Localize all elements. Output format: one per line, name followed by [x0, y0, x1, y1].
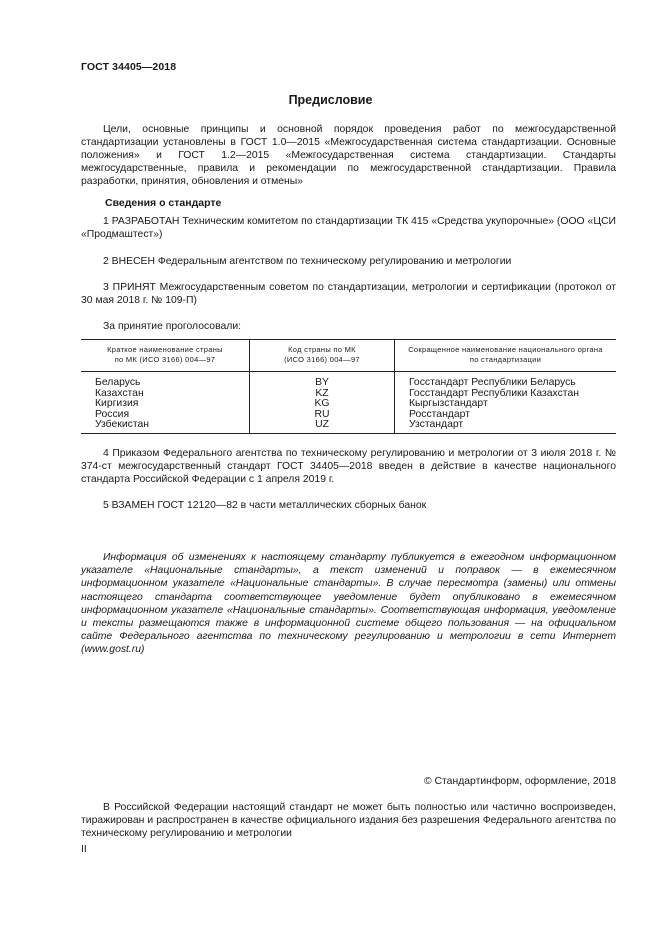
code-cell: RU [250, 410, 395, 421]
voting-countries-table [81, 339, 616, 434]
header-country-name: Краткое наименование страны по МК (ИСО 3166) 004—97 [81, 340, 250, 372]
code-cell: UZ [250, 420, 395, 433]
changes-info-paragraph [81, 551, 616, 657]
table-row [81, 372, 616, 389]
country-cell: Казахстан [81, 389, 250, 400]
item-2-text: 2 ВНЕСЕН Федеральным агентством по техническому регулированию и метрологии [103, 256, 512, 267]
item-3-text: 3 ПРИНЯТ Межгосударственным советом по стандартизации, метрологии и сертификации (протокол от 30 мая 2018 г. № 109-П) [81, 282, 616, 306]
national-body-cell: Кыргызстандарт [409, 398, 488, 410]
item-3-paragraph [81, 281, 616, 307]
item-4-paragraph [81, 447, 616, 486]
code-cell: BY [250, 372, 395, 389]
page-number: II [81, 844, 87, 855]
table-row [81, 420, 616, 433]
item-1-text: 1 РАЗРАБОТАН Техническим комитетом по стандартизации ТК 415 «Средства укупорочные» (ООО «ЦСИ «Продмаштест») [81, 216, 616, 240]
changes-info-text: Информация об изменениях к настоящему стандарту публикуется в ежегодном информационном указателе «Национальные стандарты», а текст изменений и поправок — в ежемесячном информационном указателе «Национальные стандарты». В случае пересмотра (замены) или отмены настоящего стандарта соответствующее уведомление будет опубликовано в ежемесячном информационном указателе «Национальные стандарты». Соответствующая информация, уведомление и тексты размещаются также в информационной системе общего пользования — на официальном сайте Федерального агентства по техническому регулированию и метрологии в сети Интернет (www.gost.ru) [81, 552, 616, 656]
voted-label-paragraph [81, 320, 616, 333]
preface-title: Предисловие [288, 93, 373, 107]
header-country-code: Код страны по МК (ИСО 3166) 004—97 [250, 340, 395, 372]
country-cell: Беларусь [81, 372, 250, 389]
national-body-cell: Узстандарт [409, 419, 464, 431]
table-header-row [81, 340, 616, 372]
table-row [81, 399, 616, 410]
item-5-text: 5 ВЗАМЕН ГОСТ 12120—82 в части металлических сборных банок [103, 500, 427, 511]
national-body-cell: Госстандарт Республики Беларусь [409, 377, 576, 388]
item-2-paragraph [81, 255, 616, 268]
rights-text: В Российской Федерации настоящий стандарт не может быть полностью или частично воспроизведен, тиражирован и распространен в качестве официального издания без разрешения Федерального агентства по техническому регулированию и метрологии [81, 802, 616, 839]
item-5-paragraph [81, 499, 616, 512]
header-national-body: Сокращенное наименование национального органа по стандартизации [395, 340, 617, 372]
national-body-cell: Росстандарт [409, 408, 470, 420]
country-cell: Россия [81, 410, 250, 421]
about-standard-heading: Сведения о стандарте [105, 197, 222, 209]
country-cell: Узбекистан [81, 420, 250, 433]
code-cell: KZ [250, 389, 395, 400]
item-1-paragraph [81, 215, 616, 241]
table-row [81, 389, 616, 400]
item-4-text: 4 Приказом Федерального агентства по техническому регулированию и метрологии от 3 июля 2018 г. № 374-ст межгосударственный стандарт ГОСТ 34405—2018 введен в действие в качестве национального стандарта Российской Федерации с 1 апреля 2019 г. [81, 448, 616, 485]
rights-paragraph [81, 801, 616, 840]
national-body-cell: Госстандарт Республики Казахстан [409, 387, 579, 399]
intro-paragraph [81, 123, 616, 188]
copyright-notice: © Стандартинформ, оформление, 2018 [423, 776, 616, 787]
country-cell: Киргизия [81, 399, 250, 410]
table-row [81, 410, 616, 421]
code-cell: KG [250, 399, 395, 410]
voted-label: За принятие проголосовали: [103, 321, 242, 332]
intro-text: Цели, основные принципы и основной порядок проведения работ по межгосударственной стандартизации установлены в ГОСТ 1.0—2015 «Межгосударственная система стандартизации. Основные положения» и ГОСТ 1.2—2015 «Межгосударственная система стандартизации. Стандарты межгосударственные, правила и рекомендации по межгосударственной стандартизации. Правила разработки, принятия, обновления и отмены» [81, 124, 616, 187]
document-code: ГОСТ 34405—2018 [81, 61, 177, 73]
